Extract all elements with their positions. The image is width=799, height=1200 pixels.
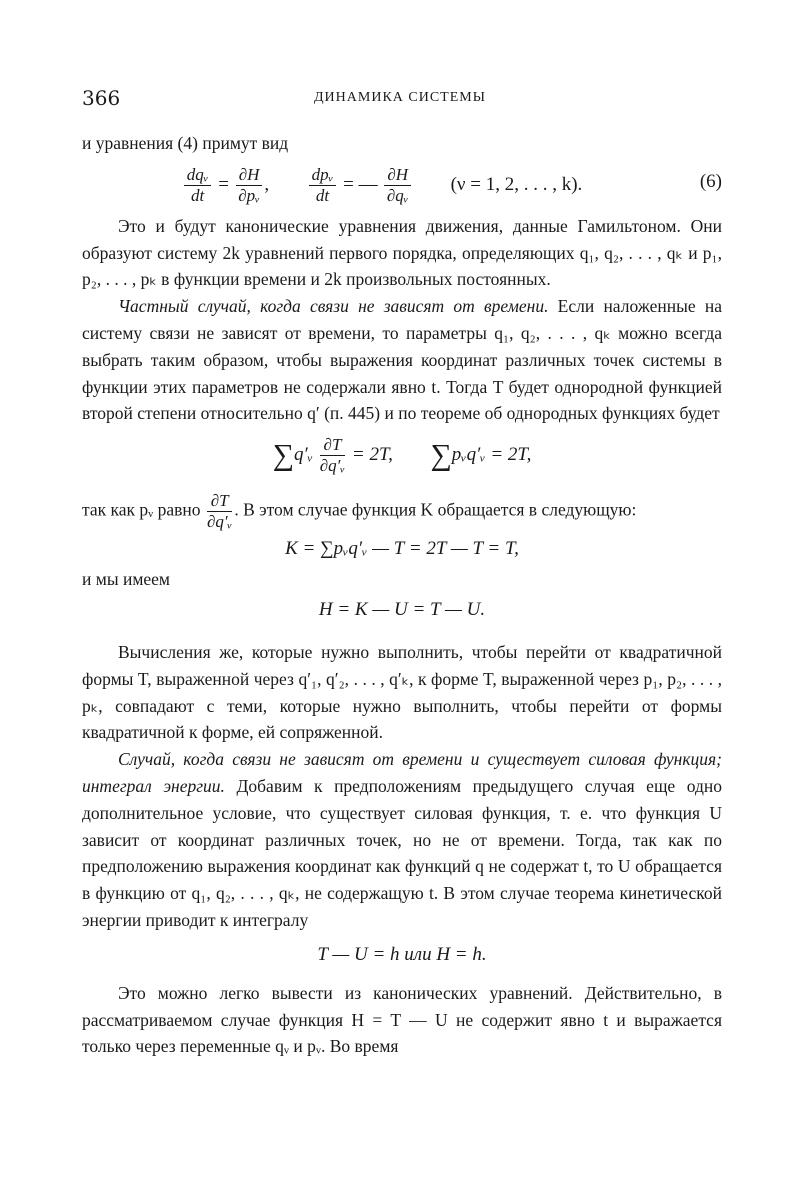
paragraph-special-case — [82, 293, 722, 427]
paragraph-canonical: Это и будут канонические уравнения движения, данные Гамильтоном. Они образуют систему 2k уравнений первого порядка, определяющих q₁, q₂, . . . , qₖ и p₁, p₂, . . . , pₖ в функции времени и 2k произвольных постоянных. — [82, 215, 722, 290]
paragraph-we-have: и мы имеем — [82, 569, 170, 590]
paragraph-computations: Вычисления же, которые нужно выполнить, чтобы перейти от квадратичной формы T, выраженной через q′₁, q′₂, . . . , q′ₖ, к форме T, выраженной через p₁, p₂, . . . , pₖ, совпадают с теми, которые нужно выполнить, чтобы перейти от формы квадратичной к форме, ей сопряженной. — [82, 641, 722, 743]
page-header — [82, 86, 722, 112]
eq6-frac-4: $\frac{\partial H}{\text{∂qᵥ}}$ — [384, 165, 411, 206]
eq6-frac-3: $\frac{\text{dpᵥ}}{dt}$ — [309, 165, 337, 206]
paragraph-derive: Это можно легко вывести из канонических уравнений. Действительно, в рассматриваемом случае функция H = T — U не содержит явно t и выражается только через переменные qᵥ и pᵥ. Во время — [82, 982, 722, 1057]
equation-H: H = K — U = T — U. — [318, 598, 486, 620]
eq6-frac-2: $\frac{\partial H}{\text{∂pᵥ}}$ — [236, 165, 263, 206]
paragraph-energy-integral-text: Добавим к предположениям предыдущего случая еще одно дополнительное условие, что существует силовая функция, т. е. что функция U зависит от координат различных точек, но не от времени. Тогда, так как по предположению выражения координат как функций q не содержат t, то U обращается в функцию от q₁, q₂, . . . , qₖ, не содержащую t. В этом случае теорема кинетической энергии приводит к интегралу — [82, 775, 722, 930]
equation-6: $\frac{\text{dqᵥ}}{dt}$ = $\frac{\partial H}{\text{∂pᵥ}}$ , $\frac{\text{dpᵥ}}{dt}$ = — $\frac{\partial H}{\text{∂qᵥ}}$ (ν = 1, 2, . . . , k). (6) — [82, 157, 722, 213]
paragraph-energy-integral — [82, 746, 722, 934]
equation-K: K = ∑pᵥq′ᵥ — T = 2T — T = T, — [285, 538, 519, 560]
sum-sign-icon: ∑ — [430, 438, 452, 472]
since-frac: $\frac{\partial T}{\text{∂q′ᵥ}}$ — [206, 491, 233, 532]
equation-label: (6) — [699, 170, 722, 192]
eq6-frac-1: $\frac{\text{dqᵥ}}{dt}$ — [184, 165, 212, 206]
section-heading-italic: Частный случай, когда связи не зависят от времени. — [118, 296, 549, 317]
sum-sign-icon: ∑ — [272, 438, 295, 472]
eq6-condition: (ν = 1, 2, . . . , k). — [450, 173, 583, 195]
section-heading-italic-2: Случай, когда связи не зависят от времени и существует силовая функция; интеграл энергии. — [82, 749, 722, 796]
running-head: ДИНАМИКА СИСТЕМЫ — [314, 90, 486, 105]
equation-sums: ∑q′ᵥ $\frac{\partial T}{\text{∂q′ᵥ}}$ = 2T, ∑pᵥq′ᵥ = 2T, — [272, 435, 532, 476]
sums-frac: $\frac{\partial T}{\text{∂q′ᵥ}}$ — [319, 435, 346, 476]
page-number: 366 — [82, 86, 121, 110]
page-body — [82, 130, 722, 1060]
intro-line: и уравнения (4) примут вид — [82, 133, 289, 153]
paragraph-special-case-text: Если наложенные на систему связи не зависят от времени, то параметры q₁, q₂, . . . , qₖ можно всегда выбрать таким образом, чтобы выражения координат различных точек системы в функции этих параметров не содержали явно t. Тогда T будет однородной функцией второй степени относительно q′ (п. 445) и по теореме об однородных функциях будет — [82, 296, 723, 424]
paragraph-since: так как pᵥ равно $\frac{\partial T}{\text{∂q′ᵥ}}$ . В этом случае функция K обращается в следующую: — [82, 491, 637, 532]
equation-energy: T — U = h или H = h. — [317, 943, 487, 965]
